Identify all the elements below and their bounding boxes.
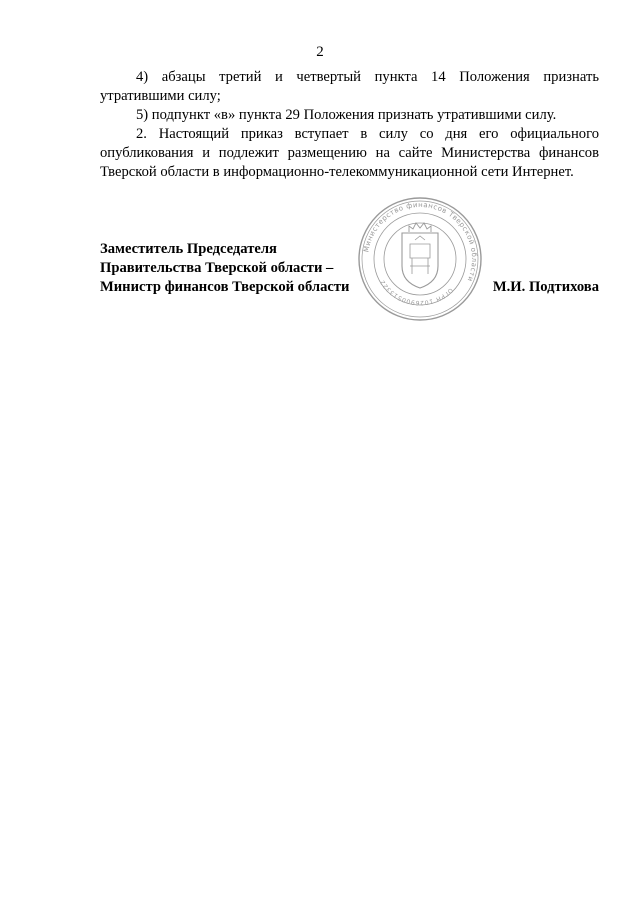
paragraph-item-5: 5) подпункт «в» пункта 29 Положения признать утратившими силу.: [136, 107, 557, 123]
seal-inner-text: ОГРН 1026900513322: [378, 278, 455, 307]
official-seal-stamp: [352, 196, 488, 322]
seal-outer-text: Министерство финансов Тверской области: [362, 200, 479, 283]
document-body: [100, 68, 599, 182]
position-line: Министр финансов Тверской области: [100, 279, 350, 295]
paragraph-clause-2: 2. Настоящий приказ вступает в силу со дня его официального опубликования и подлежит размещению на сайте Министерства финансов Тверской области в информационно-телекоммуникационной сети Интернет.: [100, 126, 599, 180]
signatory-position: [100, 240, 349, 297]
position-line: Правительства Тверской области –: [100, 260, 334, 276]
svg-text:ОГРН 1026900513322: [379, 278, 454, 306]
position-line: Заместитель Председателя: [100, 241, 277, 257]
page-number: 2: [316, 44, 324, 60]
signer-name: М.И. Подтихова: [492, 279, 599, 295]
paragraph-item-4: 4) абзацы третий и четвертый пункта 14 Положения признать утратившими силу;: [100, 69, 599, 104]
